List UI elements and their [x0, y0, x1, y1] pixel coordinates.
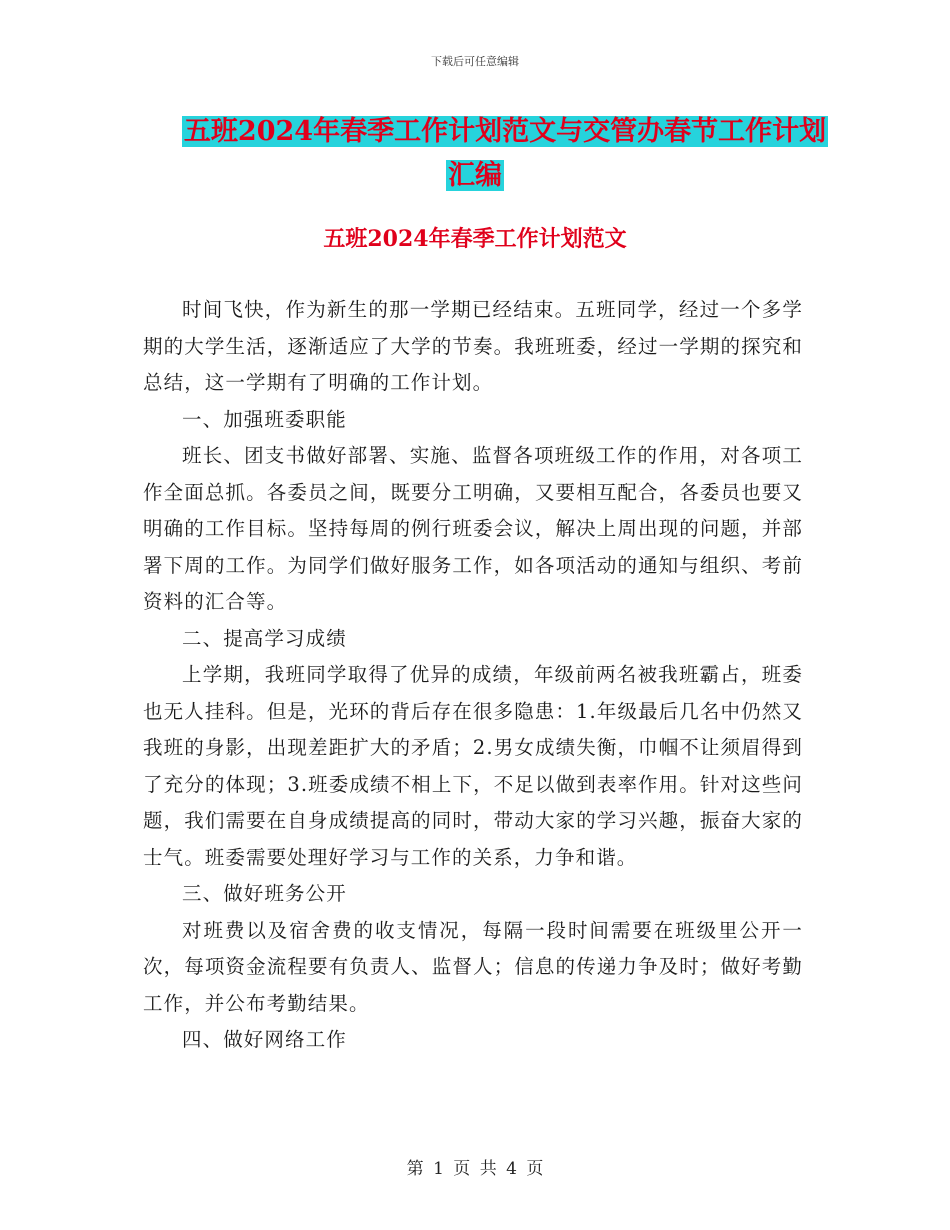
heading-2: 二、提高学习成绩	[182, 626, 347, 650]
page-number: 第 1 页 共 4 页	[406, 1159, 544, 1179]
paragraph-1: 班长、团支书做好部署、实施、监督各项班级工作的作用，对各项工作全面总抓。各委员之间，既要分工明确，又要相互配合，各委员也要又明确的工作目标。坚持每周的例行班委会议，解决上周出现的问题，并部署下周的工作。为同学们做好服务工作，如各项活动的通知与组织、考前资料的汇合等。	[143, 444, 803, 613]
document-title	[0, 110, 950, 198]
heading-1: 一、加强班委职能	[182, 407, 347, 431]
paragraph-3: 对班费以及宿舍费的收支情况，每隔一段时间需要在班级里公开一次，每项资金流程要有负责人、监督人；信息的传递力争及时；做好考勤工作，并公布考勤结果。	[143, 918, 803, 1015]
paragraph-2: 上学期，我班同学取得了优异的成绩，年级前两名被我班霸占，班委也无人挂科。但是，光环的背后存在很多隐患：1.年级最后几名中仍然又我班的身影，出现差距扩大的矛盾；2.男女成绩失衡，巾帼不让须眉得到了充分的体现；3.班委成绩不相上下，不足以做到表率作用。针对这些问题，我们需要在自身成绩提高的同时，带动大家的学习兴趣，振奋大家的士气。班委需要处理好学习与工作的关系，力争和谐。	[143, 663, 803, 869]
document-body	[143, 292, 803, 1059]
heading-3: 三、做好班务公开	[182, 882, 347, 905]
title-line-1: 五班2024年春季工作计划范文与交管办春节工作计划	[183, 116, 827, 147]
heading-4: 四、做好网络工作	[182, 1028, 347, 1051]
paragraph-intro: 时间飞快，作为新生的那一学期已经结束。五班同学，经过一个多学期的大学生活，逐渐适应了大学的节奏。我班班委，经过一学期的探究和总结，这一学期有了明确的工作计划。	[143, 298, 803, 394]
title-line-2: 汇编	[448, 160, 502, 191]
header-note: 下载后可任意编辑	[431, 55, 519, 68]
section-title: 五班2024年春季工作计划范文	[323, 226, 627, 252]
